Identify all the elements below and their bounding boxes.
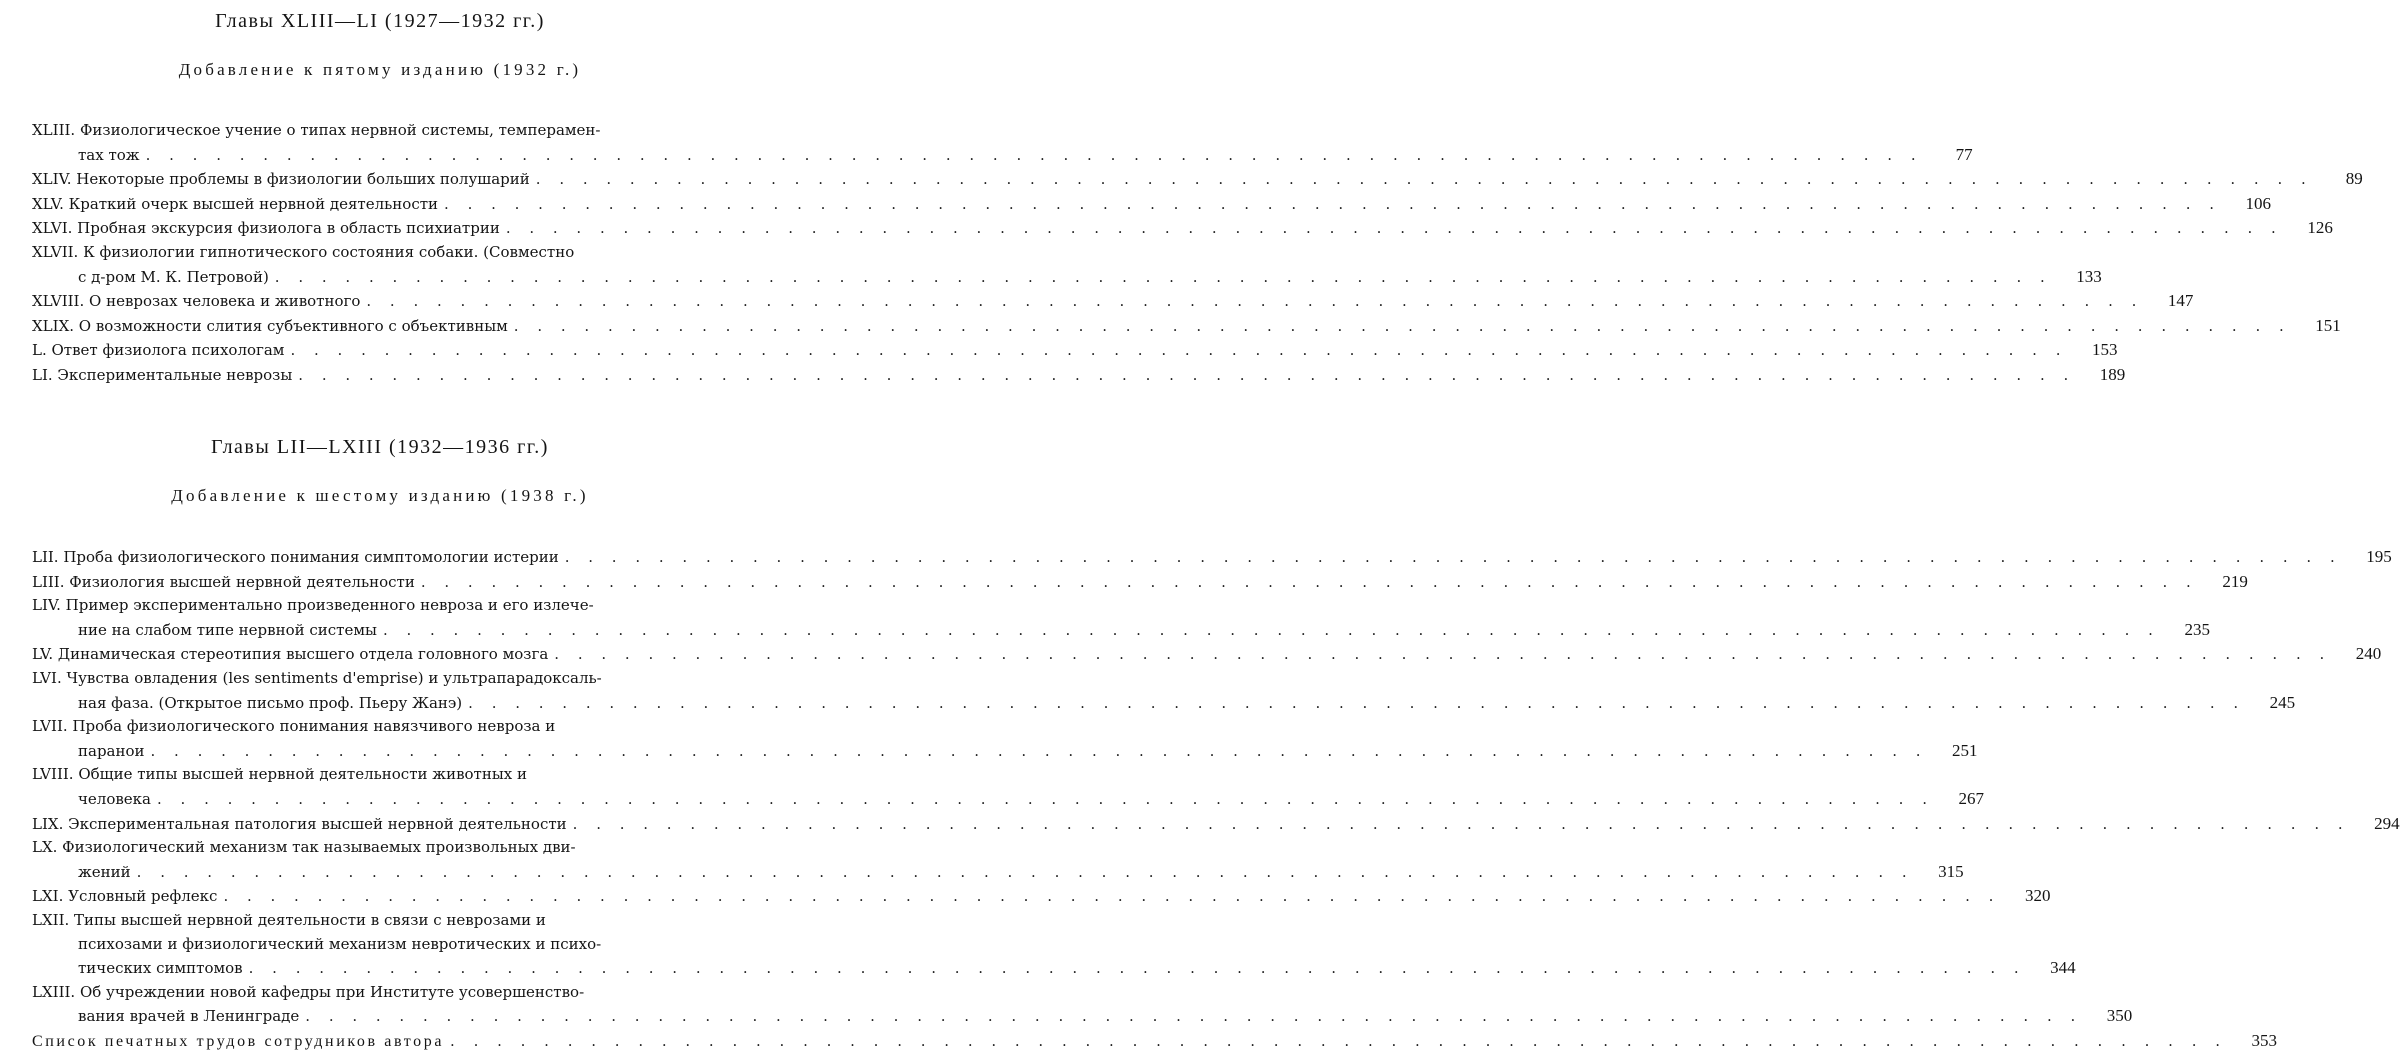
- toc-entry-page-number: 235: [2184, 619, 2210, 639]
- dot-leader: [223, 885, 2000, 909]
- toc-entry: [32, 1029, 2278, 1054]
- toc-entry-title: XLIV. Некоторые проблемы в физиологии больших полушарий: [32, 170, 530, 189]
- toc-entry-page-number: 294: [2374, 813, 2400, 833]
- toc-entry-page-number: 219: [2222, 571, 2248, 591]
- dot-leader: [383, 619, 2160, 643]
- dot-leader: [573, 813, 2350, 837]
- toc-entry: [32, 594, 2210, 642]
- dot-leader: [421, 571, 2198, 595]
- section2-subheading: Добавление к шестому изданию (1938 г.): [171, 486, 589, 505]
- toc-entry-continuation: ние на слабом типе нервной системы: [78, 620, 377, 639]
- toc-entry-title: L. Ответ физиолога психологам: [32, 341, 285, 360]
- dot-leader: [275, 266, 2052, 290]
- toc-entry-continuation: человека: [78, 789, 151, 808]
- dot-leader: [366, 290, 2143, 314]
- toc-entry-page-number: 353: [2251, 1030, 2278, 1050]
- toc-entry-page-number: 315: [1938, 861, 1964, 881]
- toc-entry-page-number: 89: [2345, 169, 2363, 189]
- toc-entry-title: LIII. Физиология высшей нервной деятельности: [32, 572, 415, 591]
- toc-entry: [32, 884, 2051, 909]
- toc-entry: [32, 909, 2076, 981]
- toc-entry-continuation: с д-ром М. К. Петровой): [78, 267, 269, 286]
- toc-entry: [32, 338, 2118, 363]
- section2-heading: Главы LII—LXIII (1932—1936 гг.): [211, 436, 549, 458]
- toc-entry-page-number: 189: [2099, 364, 2126, 384]
- dot-leader: [536, 168, 2313, 192]
- toc-entry-page-number: 240: [2355, 644, 2382, 664]
- toc-entry: [32, 763, 1984, 811]
- dot-leader: [444, 193, 2221, 217]
- toc-entry: [32, 314, 2341, 339]
- toc-entry-page-number: 195: [2366, 547, 2392, 566]
- toc-entry: [32, 289, 2194, 314]
- dot-leader: [249, 957, 2026, 981]
- toc-entry-continuation: тах тож: [78, 145, 140, 164]
- toc-entry: [32, 192, 2272, 217]
- dot-leader: [137, 861, 1914, 885]
- toc-entry-title: LX. Физиологический механизм так называемых произвольных дви-: [32, 838, 576, 857]
- toc-entry-page-number: 106: [2245, 193, 2272, 213]
- toc-entry-title: XLVII. К физиологии гипнотического состояния собаки. (Совместно: [32, 242, 575, 261]
- toc-entry: [32, 167, 2363, 192]
- dot-leader: [554, 643, 2331, 667]
- toc-entry-continuation: психозами и физиологический механизм невротических и психо-: [78, 934, 602, 953]
- toc-entry-page-number: 77: [1955, 144, 1973, 164]
- toc-entry-page-number: 151: [2315, 315, 2341, 335]
- toc-entry-page-number: 251: [1952, 740, 1978, 760]
- toc-entry-title: XLVIII. О неврозах человека и животного: [32, 292, 361, 311]
- toc-entry-title: LV. Динамическая стереотипия высшего отдела головного мозга: [32, 645, 549, 664]
- toc-entry-page-number: 267: [1958, 788, 1984, 808]
- toc-entry-title: LIX. Экспериментальная патология высшей нервной деятельности: [32, 814, 567, 833]
- toc-entry: [32, 545, 2392, 570]
- dot-leader: [157, 788, 1934, 812]
- section1-heading: Главы XLIII—LI (1927—1932 гг.): [215, 10, 545, 32]
- dot-leader: [565, 546, 2342, 570]
- toc-entry-page-number: 350: [2106, 1006, 2133, 1026]
- toc-entry-continuation: жений: [78, 862, 131, 881]
- toc-entry: [32, 715, 1978, 763]
- toc-entry-title: XLIII. Физиологическое учение о типах нервной системы, темперамен-: [32, 121, 601, 139]
- toc-entry-page-number: 147: [2167, 291, 2194, 311]
- toc-entry: [32, 363, 2126, 388]
- toc-entry-page-number: 344: [2050, 958, 2076, 978]
- toc-entry-continuation: вания врачей в Ленинграде: [78, 1007, 300, 1026]
- toc-entry: [32, 836, 1964, 884]
- toc-entry-title: XLIX. О возможности слития субъективного с объективным: [32, 316, 508, 335]
- section1-toc-list: [32, 119, 2363, 388]
- toc-entry-title: XLV. Краткий очерк высшей нервной деятельности: [32, 194, 439, 213]
- toc-entry: [32, 119, 1973, 167]
- toc-entry-continuation: тических симптомов: [78, 959, 243, 978]
- toc-entry-title: LXIII. Об учреждении новой кафедры при Институте усовершенство-: [32, 982, 585, 1001]
- toc-entry-continuation: ная фаза. (Открытое письмо проф. Пьеру Жанэ): [78, 693, 463, 712]
- toc-entry-title: LI. Экспериментальные неврозы: [32, 365, 293, 384]
- toc-entry-page-number: 126: [2307, 218, 2333, 238]
- dot-leader: [450, 1030, 2227, 1054]
- toc-entry-title: XLVI. Пробная экскурсия физиолога в область психиатрии: [32, 219, 500, 238]
- toc-entry: [32, 570, 2248, 595]
- toc-entry-title: LVI. Чувства овладения (les sentiments d'emprise) и ультрапарадоксаль-: [32, 668, 602, 687]
- dot-leader: [151, 740, 1928, 764]
- toc-entry-title: Список печатных трудов сотрудников автора: [32, 1032, 445, 1050]
- section1-subheading: Добавление к пятому изданию (1932 г.): [178, 60, 582, 79]
- toc-entry: [32, 642, 2382, 667]
- toc-entry: [32, 216, 2333, 241]
- dot-leader: [514, 315, 2291, 339]
- toc-entry-title: LVIII. Общие типы высшей нервной деятельности животных и: [32, 765, 527, 784]
- toc-entry-page-number: 133: [2076, 266, 2102, 286]
- toc-entry: [32, 667, 2296, 715]
- toc-entry-page-number: 320: [2024, 886, 2051, 906]
- toc-entry-title: LXI. Условный рефлекс: [32, 887, 218, 906]
- toc-entry-page-number: 245: [2269, 692, 2296, 712]
- toc-entry-title: LVII. Проба физиологического понимания навязчивого невроза и: [32, 717, 556, 736]
- dot-leader: [468, 692, 2245, 716]
- dot-leader: [146, 144, 1923, 168]
- toc-entry-title: LII. Проба физиологического понимания симптомологии истерии: [32, 548, 559, 566]
- dot-leader: [298, 364, 2075, 388]
- toc-entry-title: LIV. Пример экспериментально произведенного невроза и его излече-: [32, 596, 594, 615]
- toc-entry-continuation: паранои: [78, 741, 145, 760]
- toc-entry: [32, 981, 2133, 1029]
- dot-leader: [290, 339, 2067, 363]
- section2-toc-list: [32, 545, 2400, 1053]
- toc-entry-page-number: 153: [2091, 340, 2118, 360]
- toc-entry-title: LXII. Типы высшей нервной деятельности в связи с неврозами и: [32, 910, 546, 929]
- dot-leader: [506, 217, 2283, 241]
- toc-entry: [32, 241, 2102, 289]
- dot-leader: [305, 1005, 2082, 1029]
- toc-entry: [32, 812, 2400, 837]
